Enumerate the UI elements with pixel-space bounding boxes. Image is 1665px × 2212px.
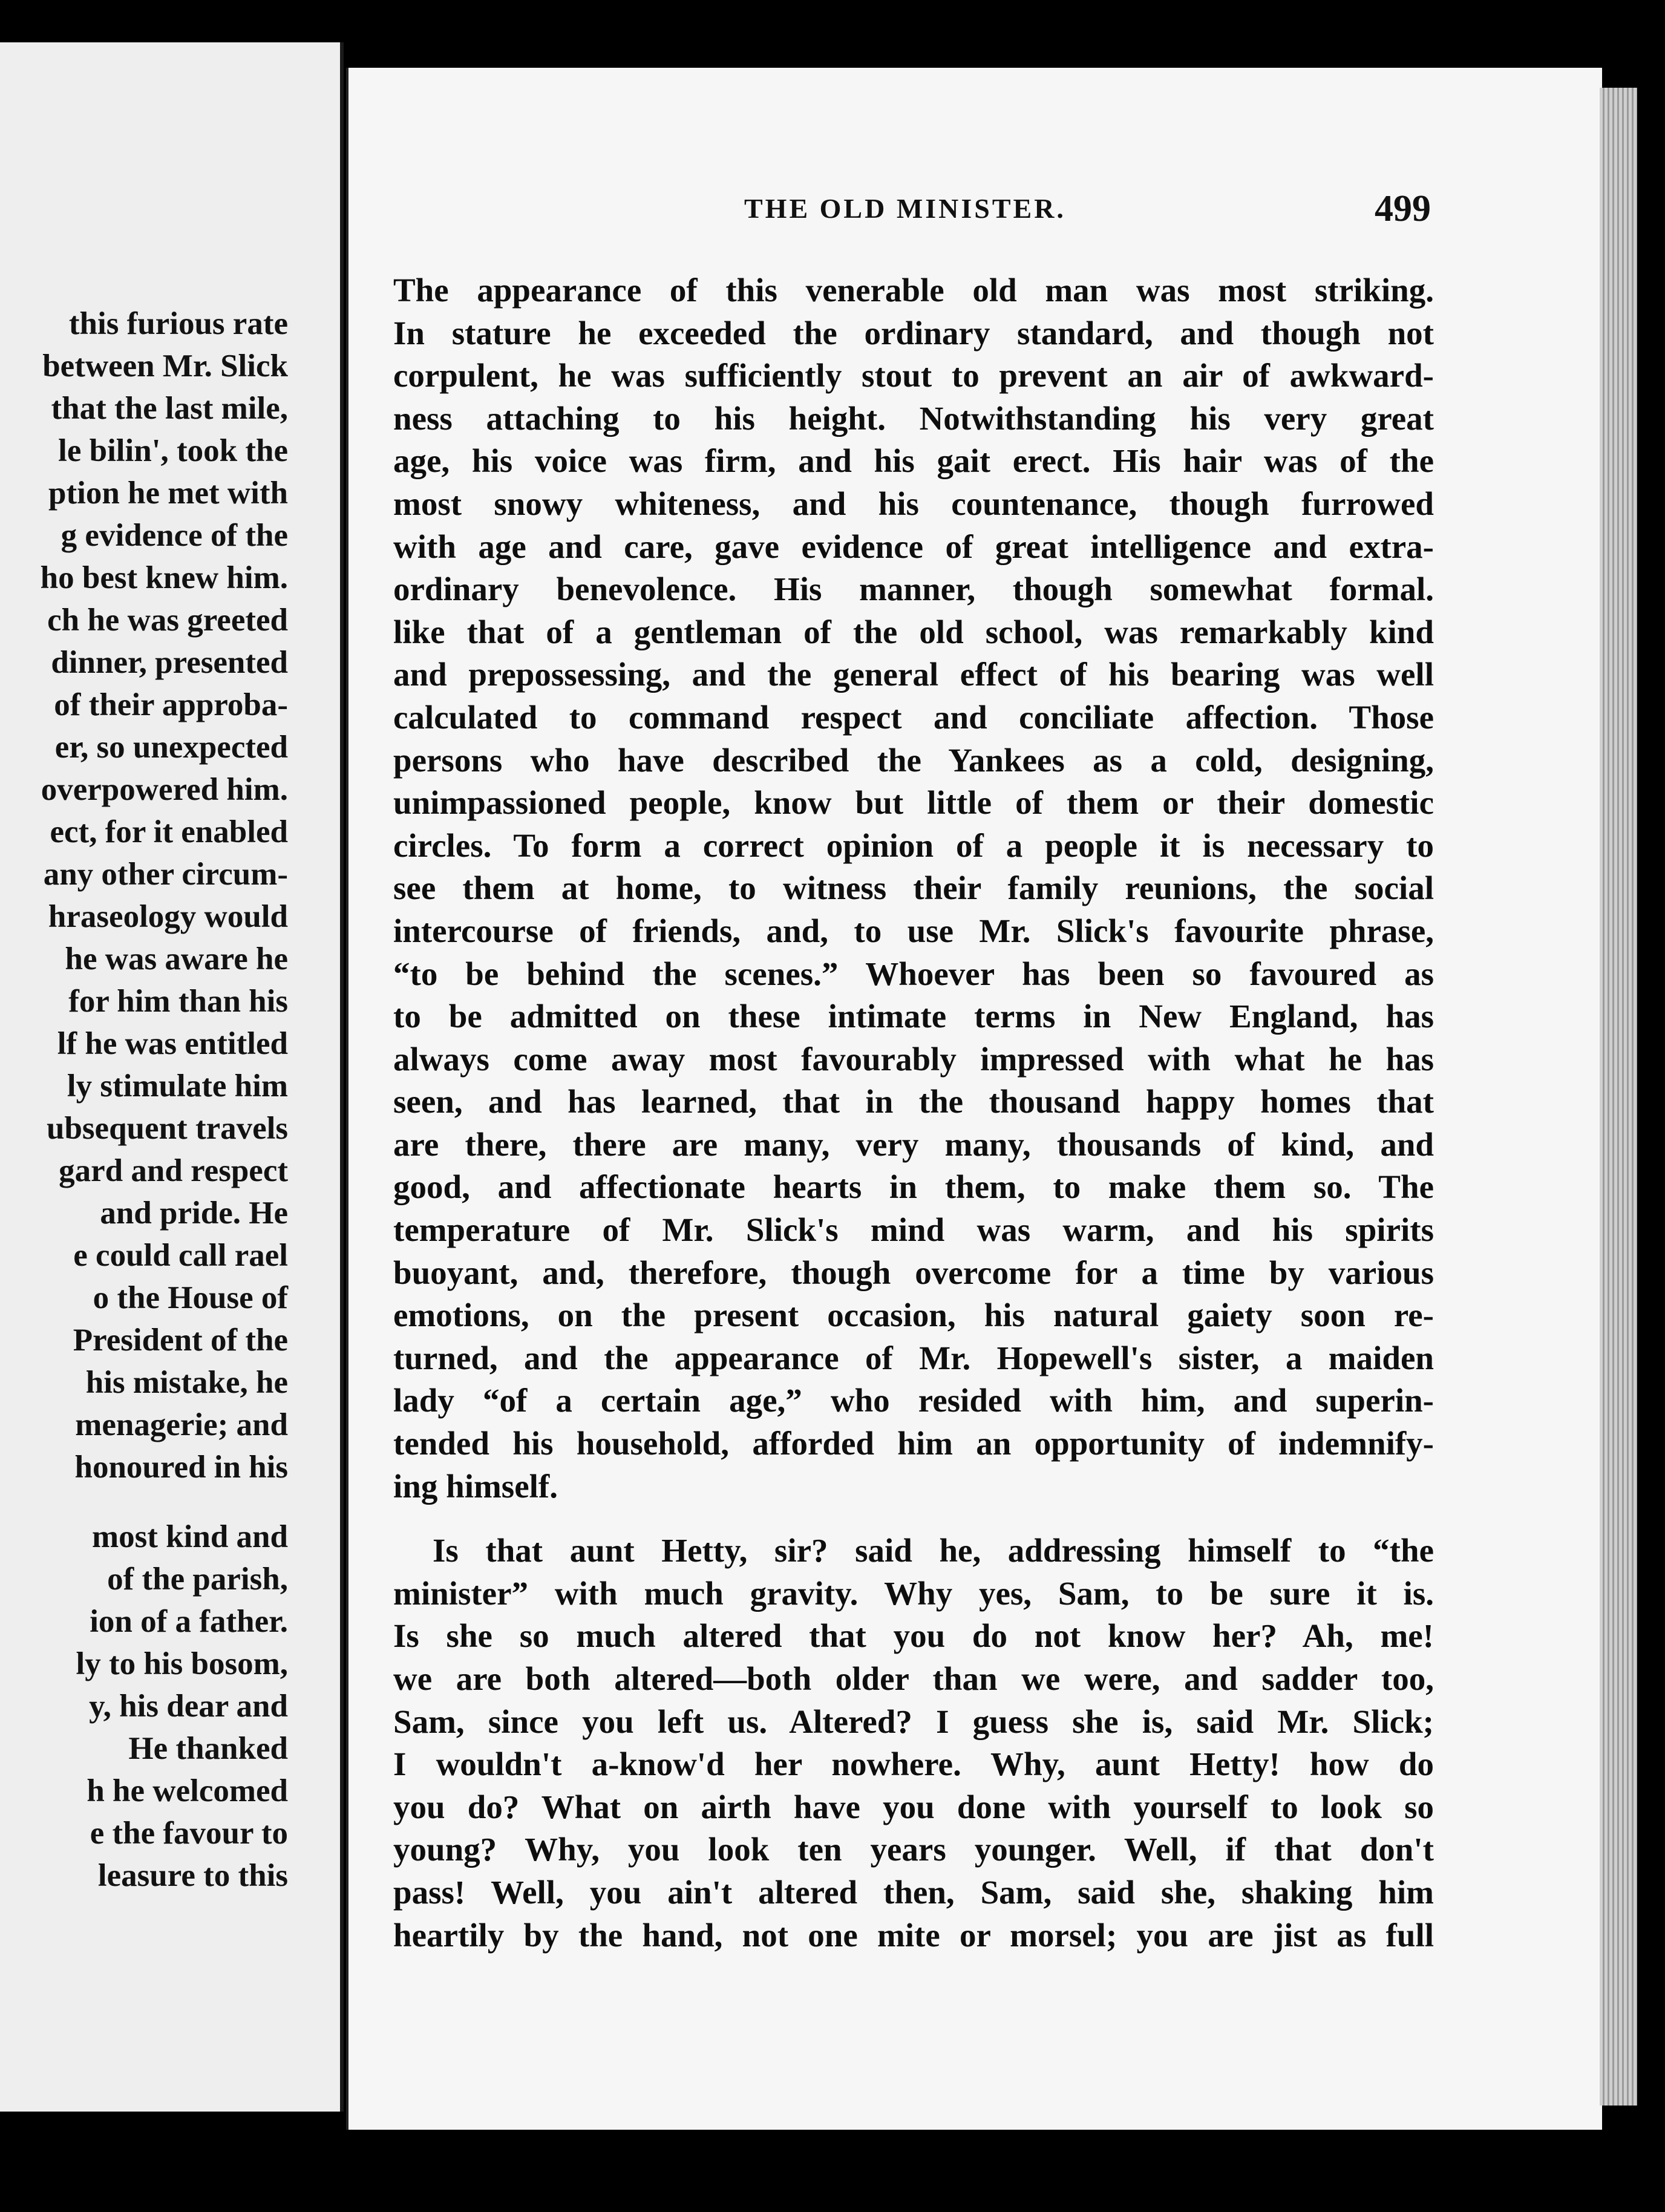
text-line: his mistake, he xyxy=(85,1365,288,1400)
paragraph xyxy=(393,1530,1434,1957)
text-line: In stature he exceeded the ordinary standard, and though not xyxy=(393,314,1434,352)
text-line: lf he was entitled xyxy=(57,1026,288,1061)
text-line: any other circum- xyxy=(43,857,288,892)
text-line: minister” with much gravity. Why yes, Sam, to be sure it is. xyxy=(393,1574,1434,1612)
text-line: overpowered him. xyxy=(41,772,288,807)
text-line: ch he was greeted xyxy=(47,603,288,638)
text-line: always come away most favourably impressed with what he has xyxy=(393,1040,1434,1078)
text-line: “to be behind the scenes.” Whoever has been so favoured as xyxy=(393,955,1434,992)
text-line: I wouldn't a-know'd her nowhere. Why, aunt Hetty! how do xyxy=(393,1746,1434,1783)
text-line: you do? What on airth have you done with yourself to look so xyxy=(393,1788,1434,1825)
text-line: Is that aunt Hetty, sir? said he, addressing himself to “the xyxy=(433,1532,1434,1569)
page-edge-stack xyxy=(1600,88,1637,2106)
paragraph-gap xyxy=(393,1508,1434,1530)
text-line: er, so unexpected xyxy=(54,730,288,765)
left-facing-page xyxy=(0,42,344,2112)
text-line: ly to his bosom, xyxy=(76,1646,288,1681)
text-line: lady “of a certain age,” who resided with him, and superin- xyxy=(393,1382,1434,1419)
text-line: ness attaching to his height. Notwithstanding his very great xyxy=(393,399,1434,437)
paragraph-gap xyxy=(41,1488,288,1516)
text-line: h he welcomed xyxy=(87,1773,288,1808)
text-line: we are both altered—both older than we were, and sadder too, xyxy=(393,1660,1434,1697)
text-line: with age and care, gave evidence of great intelligence and extra- xyxy=(393,528,1434,565)
text-line: see them at home, to witness their family reunions, the social xyxy=(393,869,1434,907)
text-line: and prepossessing, and the general effect of his bearing was well xyxy=(393,656,1434,693)
text-line: turned, and the appearance of Mr. Hopewell's sister, a maiden xyxy=(393,1339,1434,1376)
left-page-text xyxy=(41,303,288,1897)
text-line: e the favour to xyxy=(90,1816,288,1851)
text-line: young? Why, you look ten years younger. Well, if that don't xyxy=(393,1831,1434,1868)
text-line: g evidence of the xyxy=(61,518,288,553)
text-line: ption he met with xyxy=(48,476,288,511)
text-line: unimpassioned people, know but little of them or their domestic xyxy=(393,784,1434,822)
text-line: menagerie; and xyxy=(75,1407,288,1442)
text-line: ordinary benevolence. His manner, though somewhat formal. xyxy=(393,571,1434,608)
page-number: 499 xyxy=(1375,188,1431,229)
text-line: of the parish, xyxy=(107,1562,288,1597)
text-line: le bilin', took the xyxy=(58,433,288,468)
text-line: persons who have described the Yankees as a cold, designing, xyxy=(393,741,1434,779)
text-line: pass! Well, you ain't altered then, Sam, said she, shaking him xyxy=(393,1873,1434,1911)
text-line: heartily by the hand, not one mite or morsel; you are jist as full xyxy=(393,1916,1434,1954)
text-line: and pride. He xyxy=(100,1196,288,1231)
text-line: to be admitted on these intimate terms in New England, has xyxy=(393,998,1434,1035)
text-line: y, his dear and xyxy=(89,1689,288,1724)
text-line: e could call rael xyxy=(73,1238,288,1273)
text-line: o the House of xyxy=(93,1280,288,1315)
text-line: ho best knew him. xyxy=(40,560,288,595)
text-line: most kind and xyxy=(91,1519,288,1554)
text-line: honoured in his xyxy=(74,1450,288,1485)
text-line: age, his voice was firm, and his gait erect. His hair was of the xyxy=(393,442,1434,480)
text-line: ly stimulate him xyxy=(67,1068,288,1104)
text-line: buoyant, and, therefore, though overcome for a time by various xyxy=(393,1254,1434,1291)
text-line: President of the xyxy=(73,1323,288,1358)
text-line: between Mr. Slick xyxy=(42,348,288,384)
text-line: calculated to command respect and conciliate affection. Those xyxy=(393,698,1434,736)
text-line: ubsequent travels xyxy=(46,1111,288,1146)
text-line: corpulent, he was sufficiently stout to prevent an air of awkward- xyxy=(393,357,1434,394)
text-line: The appearance of this venerable old man was most striking. xyxy=(393,272,1434,309)
text-line: emotions, on the present occasion, his natural gaiety soon re- xyxy=(393,1297,1434,1334)
text-line: tended his household, afforded him an opportunity of indemnify- xyxy=(393,1425,1434,1462)
text-line: most snowy whiteness, and his countenance, though furrowed xyxy=(393,485,1434,522)
text-line: seen, and has learned, that in the thousand happy homes that xyxy=(393,1083,1434,1121)
text-line: like that of a gentleman of the old school, was remarkably kind xyxy=(393,613,1434,650)
text-line: this furious rate xyxy=(68,306,288,341)
text-line: are there, there are many, very many, thousands of kind, and xyxy=(393,1125,1434,1163)
text-line: ect, for it enabled xyxy=(50,814,288,849)
text-line: circles. To form a correct opinion of a people it is necessary to xyxy=(393,826,1434,864)
text-line: good, and affectionate hearts in them, to make them so. The xyxy=(393,1168,1434,1206)
text-line: Sam, since you left us. Altered? I guess she is, said Mr. Slick; xyxy=(393,1703,1434,1740)
text-line: hraseology would xyxy=(48,899,288,934)
text-line: that the last mile, xyxy=(51,391,288,426)
text-line: temperature of Mr. Slick's mind was warm, and his spirits xyxy=(393,1211,1434,1249)
text-line: intercourse of friends, and, to use Mr. Slick's favourite phrase, xyxy=(393,912,1434,949)
body-text xyxy=(393,269,1434,1957)
text-line: of their approba- xyxy=(54,687,288,722)
text-line: dinner, presented xyxy=(51,645,288,680)
text-line: gard and respect xyxy=(59,1153,288,1188)
text-line: ing himself. xyxy=(393,1467,558,1505)
paragraph xyxy=(393,269,1434,1508)
text-line: He thanked xyxy=(128,1731,288,1766)
text-line: he was aware he xyxy=(65,941,288,977)
running-head: THE OLD MINISTER. xyxy=(744,193,1066,224)
text-line: Is she so much altered that you do not know her? Ah, me! xyxy=(393,1617,1434,1655)
text-line: for him than his xyxy=(68,984,288,1019)
text-line: ion of a father. xyxy=(90,1604,288,1639)
text-line: leasure to this xyxy=(97,1858,288,1893)
